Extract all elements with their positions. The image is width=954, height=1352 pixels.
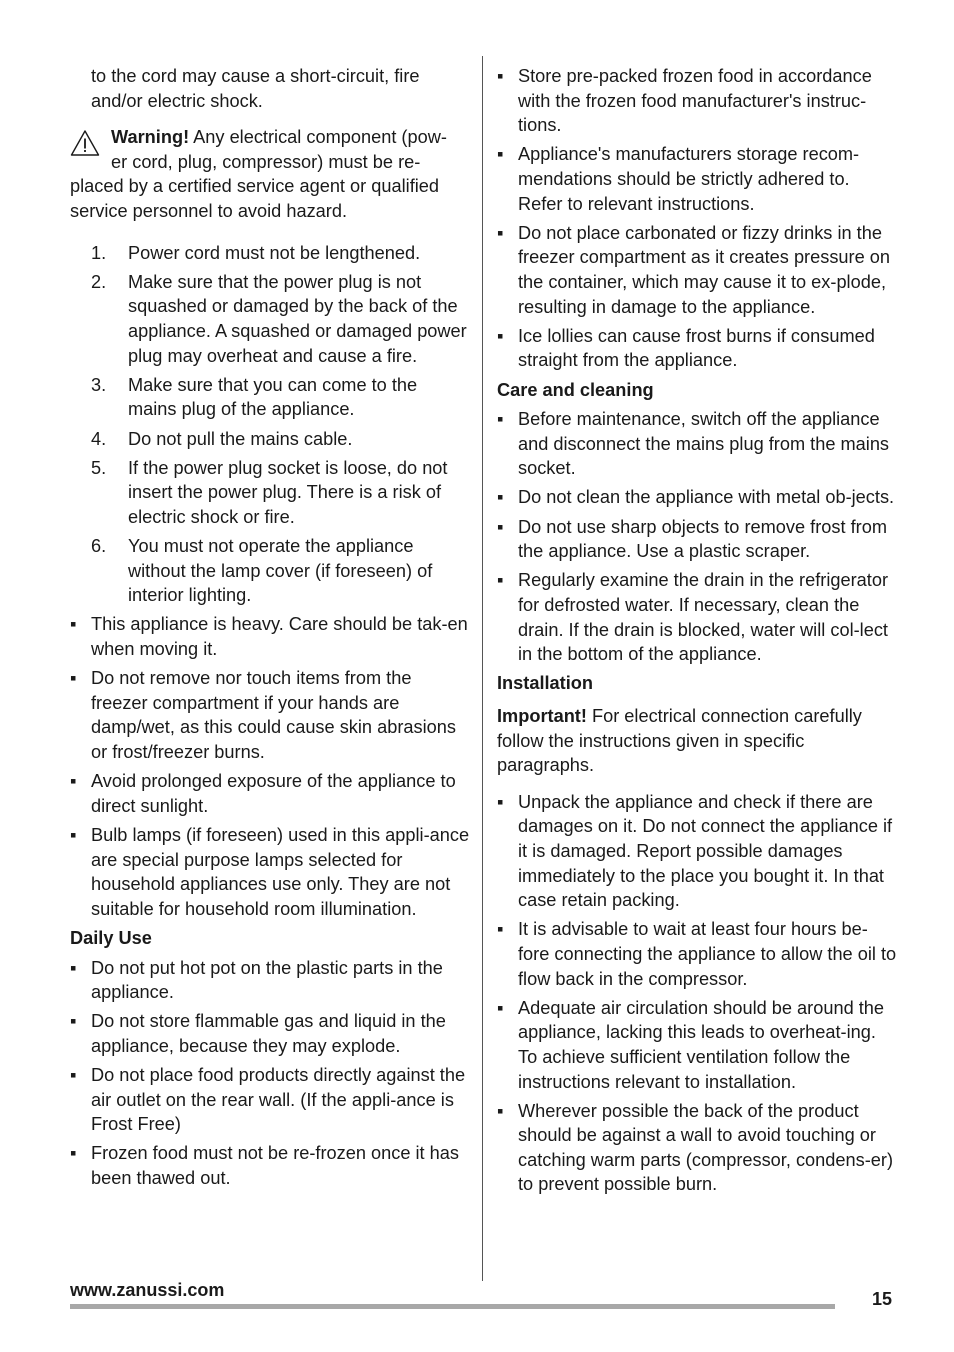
list-item-text: Appliance's manufacturers storage recom-mendations should be strictly adhered to. Refer to relevant instructions. (518, 144, 860, 214)
footer-url: www.zanussi.com (70, 1280, 225, 1300)
installation-list (497, 790, 897, 1197)
list-item (70, 1063, 470, 1137)
numbered-item (70, 427, 470, 452)
list-item-text: Do not put hot pot on the plastic parts in the appliance. (91, 957, 443, 1003)
bullet-marker: ▪ (70, 1143, 77, 1164)
numbered-list (70, 241, 470, 608)
list-item (497, 790, 897, 913)
bullet-marker: ▪ (497, 1100, 504, 1121)
important-note (497, 704, 897, 778)
numbered-item (70, 534, 470, 608)
bullet-marker: ▪ (497, 570, 504, 591)
page-number: 15 (872, 1289, 893, 1309)
bullet-marker: ▪ (497, 222, 504, 243)
bullet-marker: ▪ (497, 997, 504, 1018)
list-item-text: Unpack the appliance and check if there are damages on it. Do not connect the appliance if it is damaged. Report possible damages immediately to the place you bought it. In that case retain packing. (518, 791, 893, 911)
bullet-marker: ▪ (70, 771, 77, 792)
list-item-text: Before maintenance, switch off the appliance and disconnect the mains plug from the mains socket. (518, 409, 890, 479)
numbered-item (70, 373, 470, 422)
footer-rule (70, 1304, 835, 1309)
list-item (497, 568, 897, 666)
list-item-text: Ice lollies can cause frost burns if consumed straight from the appliance. (518, 325, 875, 371)
numbered-item-text: You must not operate the appliance without the lamp cover (if foreseen) of interior lighting. (128, 536, 433, 606)
list-item (70, 1009, 470, 1058)
numbered-item-text: Do not pull the mains cable. (128, 428, 353, 449)
list-item-text: It is advisable to wait at least four hours be-fore connecting the appliance to allow the oil to flow back in the compressor. (518, 919, 897, 989)
installation-heading: Installation (497, 673, 593, 694)
list-item (497, 407, 897, 481)
item-number: 6. (91, 536, 107, 557)
list-item (497, 485, 897, 510)
bullet-marker: ▪ (70, 1065, 77, 1086)
storage-list (497, 64, 897, 373)
item-number: 4. (91, 428, 107, 449)
numbered-item (70, 456, 470, 530)
list-item-text: Avoid prolonged exposure of the appliance to direct sunlight. (91, 771, 456, 816)
list-item (497, 142, 897, 216)
right-column (497, 64, 897, 1202)
warning-text (70, 125, 470, 223)
warning-label: Warning! (111, 127, 190, 148)
item-number: 5. (91, 457, 107, 478)
important-text: For electrical connection carefully follow the instructions given in specific paragraphs. (497, 706, 862, 776)
list-item (497, 221, 897, 319)
warning-rest: placed by a certified service agent or qualified service personnel to avoid hazard. (70, 176, 440, 221)
list-item (70, 612, 470, 661)
warning-triangle-icon (70, 129, 100, 157)
list-item-text: Do not place carbonated or fizzy drinks in the freezer compartment as it creates pressure on the container, which may cause it to ex-plode, resulting in damage to the appliance. (518, 222, 890, 317)
care-cleaning-list (497, 407, 897, 667)
list-item-text: Store pre-packed frozen food in accordance with the frozen food manufacturer's instruc-tions. (518, 66, 872, 136)
numbered-item-text: If the power plug socket is loose, do not insert the power plug. There is a risk of electric shock or fire. (128, 457, 448, 527)
numbered-item-text: Make sure that you can come to the mains plug of the appliance. (128, 374, 418, 420)
warning-line-2: er cord, plug, compressor) must be re- (111, 151, 421, 172)
list-item (497, 1099, 897, 1197)
left-column (70, 64, 470, 1195)
list-item-text: Frozen food must not be re-frozen once it has been thawed out. (91, 1143, 459, 1189)
bullet-marker: ▪ (497, 409, 504, 430)
daily-use-list (70, 956, 470, 1191)
warning-block (70, 125, 470, 223)
list-item (497, 324, 897, 373)
list-item (497, 515, 897, 564)
warning-line-1: Any electrical component (pow- (189, 127, 447, 148)
list-item-text: This appliance is heavy. Care should be tak-en when moving it. (91, 614, 468, 660)
list-item (70, 666, 470, 764)
item-number: 1. (91, 242, 107, 263)
bullet-marker: ▪ (497, 791, 504, 812)
list-item (497, 917, 897, 991)
numbered-item-text: Power cord must not be lengthened. (128, 242, 421, 263)
list-item-text: Do not place food products directly against the air outlet on the rear wall. (If the appli-ance is Frost Free) (91, 1065, 466, 1135)
list-item (497, 64, 897, 138)
list-item-text: Do not use sharp objects to remove frost from the appliance. Use a plastic scraper. (518, 516, 887, 562)
item-number: 3. (91, 374, 107, 395)
bullet-marker: ▪ (497, 66, 504, 86)
list-item (70, 956, 470, 1005)
numbered-item-text: Make sure that the power plug is not squashed or damaged by the back of the appliance. A squashed or damaged power plug may overheat and cause a fire. (128, 271, 467, 366)
list-item-text: Do not clean the appliance with metal ob-jects. (518, 487, 895, 508)
bullet-marker: ▪ (497, 144, 504, 165)
list-item (497, 996, 897, 1094)
bullet-list (70, 612, 470, 921)
list-item-text: Bulb lamps (if foreseen) used in this appli-ance are special purpose lamps selected for household appliances use only. They are not suitable for household room illumination. (91, 824, 470, 919)
list-item (70, 769, 470, 818)
list-item-text: Regularly examine the drain in the refrigerator for defrosted water. If necessary, clean the drain. If the drain is blocked, water will col-lect in the bottom of the appliance. (518, 570, 889, 665)
bullet-marker: ▪ (497, 487, 504, 508)
important-label: Important! (497, 706, 587, 726)
bullet-marker: ▪ (497, 325, 504, 346)
numbered-item (70, 241, 470, 266)
bullet-marker: ▪ (70, 1011, 77, 1032)
list-item-text: Do not remove nor touch items from the freezer compartment if your hands are damp/wet, as this could cause skin abrasions or frost/freezer burns. (91, 668, 456, 762)
item-number: 2. (91, 271, 107, 292)
list-item (70, 823, 470, 921)
bullet-marker: ▪ (497, 516, 504, 537)
daily-use-heading: Daily Use (70, 927, 152, 948)
column-divider (482, 56, 483, 1281)
bullet-marker: ▪ (70, 614, 77, 635)
continuation-text: to the cord may cause a short-circuit, fire and/or electric shock. (91, 66, 420, 111)
care-cleaning-heading: Care and cleaning (497, 379, 654, 400)
bullet-marker: ▪ (70, 668, 77, 689)
bullet-marker: ▪ (70, 957, 77, 978)
bullet-marker: ▪ (497, 919, 504, 940)
list-item (70, 1141, 470, 1190)
numbered-item (70, 270, 470, 368)
bullet-marker: ▪ (70, 824, 77, 845)
list-item-text: Wherever possible the back of the product should be against a wall to avoid touching or catching warm parts (compressor, condens-er) to prevent possible burn. (518, 1100, 894, 1195)
list-item-text: Do not store flammable gas and liquid in the appliance, because they may explode. (91, 1011, 446, 1056)
list-item-text: Adequate air circulation should be around the appliance, lacking this leads to overheat-ing. To achieve sufficient ventilation follow the instructions relevant to installation. (518, 997, 885, 1092)
